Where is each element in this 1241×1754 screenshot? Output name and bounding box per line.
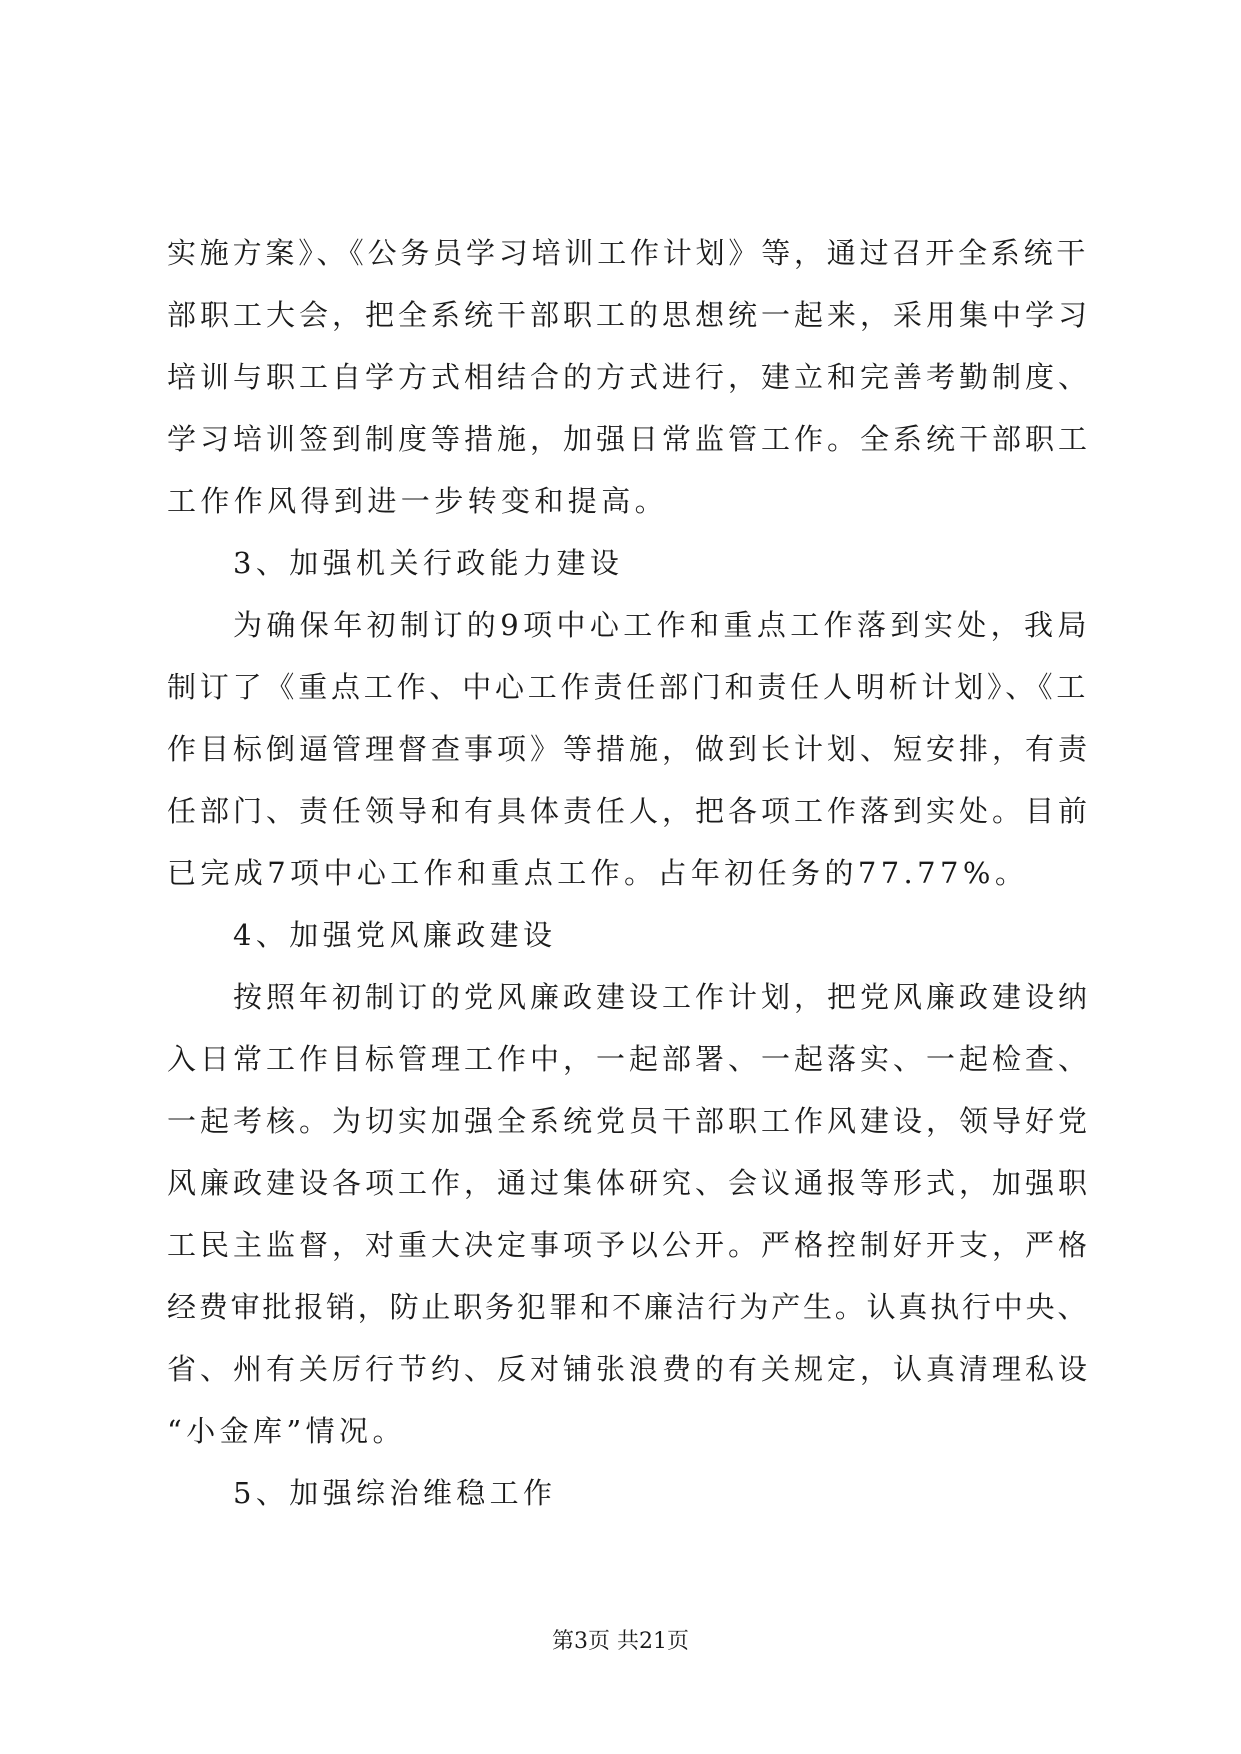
paragraph-first-line: 按照年初制订的党风廉政建设工作计划，把党风廉政建设纳 xyxy=(233,980,1092,1014)
body-line: 制订了《重点工作、中心工作责任部门和责任人明析计划》、《工 xyxy=(167,670,1090,704)
section-heading: 5、加强综治维稳工作 xyxy=(233,1476,557,1510)
body-line: 省、州有关厉行节约、反对铺张浪费的有关规定，认真清理私设 xyxy=(167,1352,1092,1386)
body-line: 经费审批报销，防止职务犯罪和不廉洁行为产生。认真执行中央、 xyxy=(167,1290,1090,1324)
body-line: 已完成7项中心工作和重点工作。占年初任务的77.77%。 xyxy=(167,856,1029,890)
body-line: 培训与职工自学方式相结合的方式进行，建立和完善考勤制度、 xyxy=(167,360,1092,394)
body-line: 学习培训签到制度等措施，加强日常监管工作。全系统干部职工 xyxy=(167,422,1092,456)
body-line: 作目标倒逼管理督查事项》等措施，做到长计划、短安排，有责 xyxy=(167,732,1092,766)
body-line: 风廉政建设各项工作，通过集体研究、会议通报等形式，加强职 xyxy=(167,1166,1092,1200)
body-line: 一起考核。为切实加强全系统党员干部职工作风建设，领导好党 xyxy=(167,1104,1092,1138)
section-heading: 3、加强机关行政能力建设 xyxy=(233,546,624,580)
page-number-footer: 第3页 共21页 xyxy=(552,1629,689,1654)
body-line: 入日常工作目标管理工作中，一起部署、一起落实、一起检查、 xyxy=(167,1042,1092,1076)
body-line: 实施方案》、《公务员学习培训工作计划》等，通过召开全系统干 xyxy=(167,236,1090,270)
body-line: 部职工大会，把全系统干部职工的思想统一起来，采用集中学习 xyxy=(167,298,1092,332)
section-heading: 4、加强党风廉政建设 xyxy=(233,918,557,952)
body-line: 工作作风得到进一步转变和提高。 xyxy=(167,484,669,518)
body-line: 工民主监督，对重大决定事项予以公开。严格控制好开支，严格 xyxy=(167,1228,1092,1262)
body-line: 任部门、责任领导和有具体责任人，把各项工作落到实处。目前 xyxy=(167,794,1092,828)
paragraph-first-line: 为确保年初制订的9项中心工作和重点工作落到实处，我局 xyxy=(233,608,1091,642)
document-body xyxy=(167,222,1093,1524)
body-line: “小金库”情况。 xyxy=(167,1414,406,1448)
